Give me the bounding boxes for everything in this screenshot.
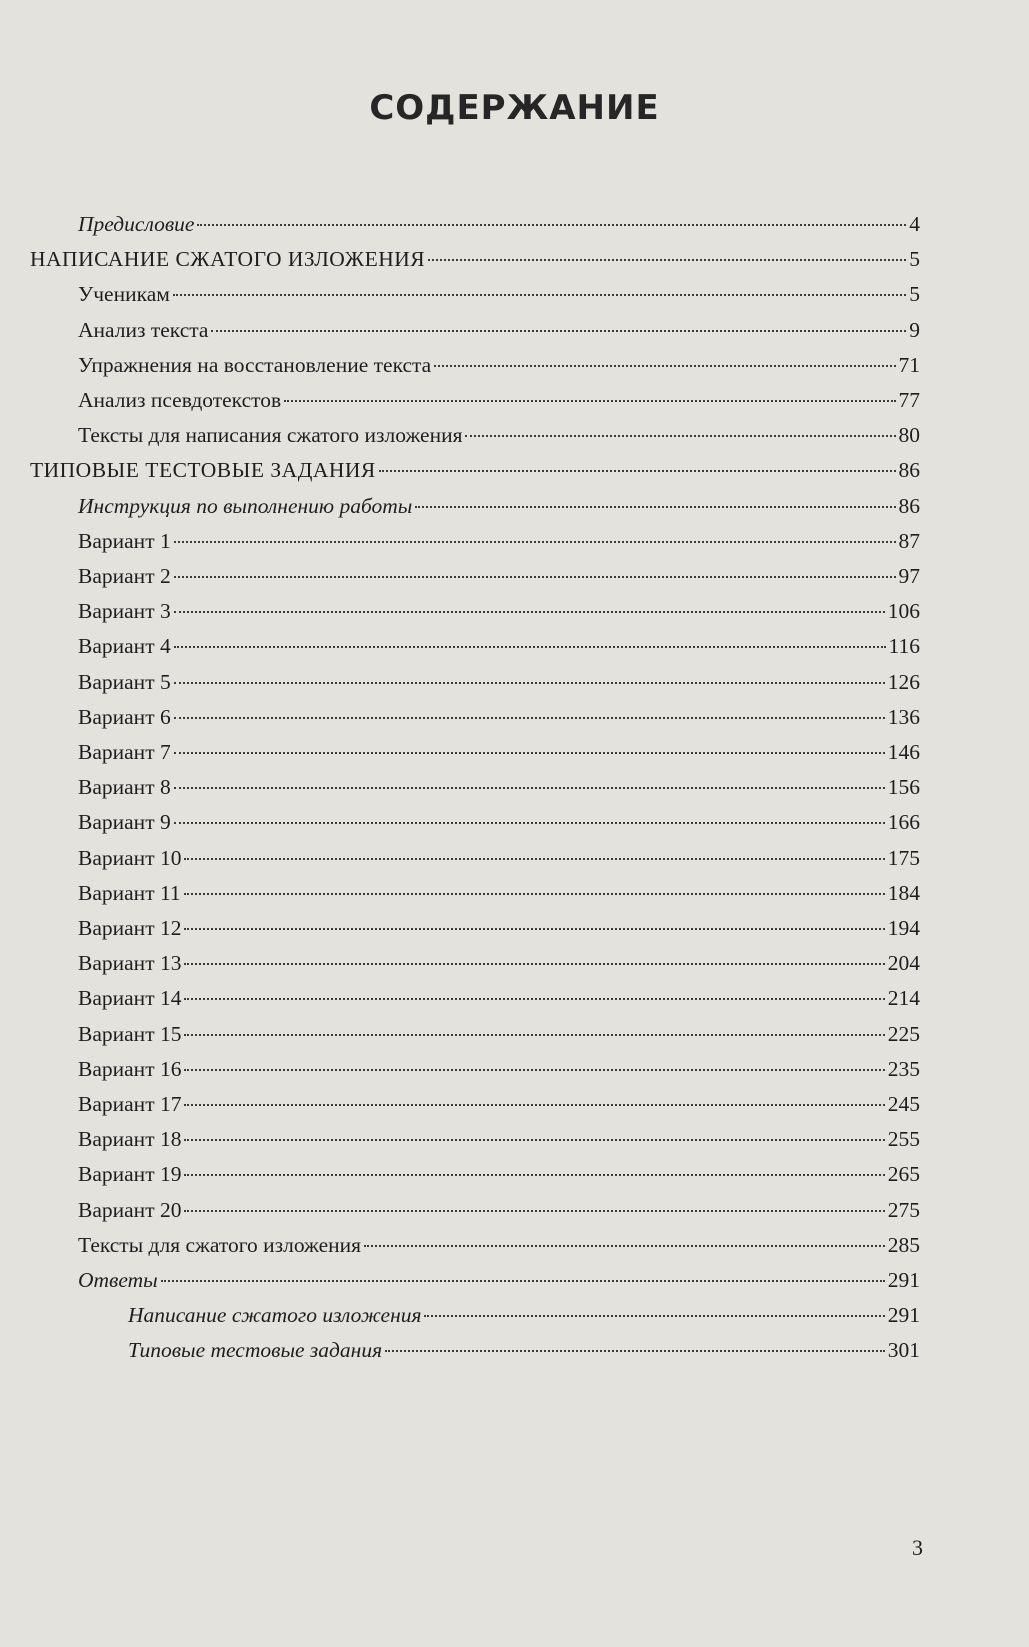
toc-entry-page: 175 <box>887 845 920 870</box>
dot-leader <box>184 892 885 895</box>
dot-leader <box>173 293 906 296</box>
toc-entry-label: Написание сжатого изложения <box>128 1303 422 1328</box>
toc-entry-page: 225 <box>887 1021 920 1046</box>
toc-entry <box>78 703 920 731</box>
dot-leader <box>184 857 884 860</box>
toc-entry-label: Упражнения на восстановление текста <box>78 352 432 377</box>
toc-entry-page: 5 <box>909 247 920 272</box>
toc-entry <box>78 1196 920 1224</box>
toc-section <box>30 245 920 273</box>
toc-entry-label: Вариант 8 <box>78 775 171 800</box>
dot-leader <box>364 1244 885 1247</box>
toc-entry-page: 184 <box>887 880 920 905</box>
dot-leader <box>184 927 884 930</box>
toc-entry <box>78 351 920 379</box>
toc-entry <box>78 1266 920 1294</box>
toc-entry-label: Типовые тестовые задания <box>128 1338 383 1363</box>
toc-entry-page: 77 <box>898 388 920 412</box>
toc-entry-page: 265 <box>887 1162 920 1187</box>
toc-entry-label: Вариант 9 <box>78 810 171 835</box>
dot-leader <box>174 681 885 684</box>
dot-leader <box>174 786 885 789</box>
toc-entry <box>78 949 920 977</box>
dot-leader <box>174 540 896 543</box>
toc-entry <box>78 984 920 1012</box>
dot-leader <box>385 1349 885 1352</box>
toc-entry-page: 86 <box>898 493 920 518</box>
toc-entry-page: 166 <box>887 810 920 835</box>
toc-entry-page: 116 <box>888 634 920 659</box>
dot-leader <box>174 751 885 754</box>
page-number: 3 <box>912 1535 923 1560</box>
toc-entry-label: Вариант 12 <box>78 916 182 940</box>
toc-entry <box>78 808 920 836</box>
dot-leader <box>174 821 885 824</box>
toc-entry-label: Вариант 14 <box>78 986 182 1011</box>
toc-entry-label: Вариант 10 <box>78 845 182 870</box>
toc-entry-page: 214 <box>887 986 920 1011</box>
dot-leader <box>184 1068 884 1071</box>
toc-entry-label: Инструкция по выполнению работы <box>78 493 413 518</box>
toc-entry-page: 4 <box>909 212 920 236</box>
toc-entry-page: 126 <box>887 669 920 694</box>
toc-entry-page: 86 <box>898 458 920 483</box>
toc-entry-label: Вариант 11 <box>78 880 181 905</box>
dot-leader <box>174 575 896 578</box>
toc-entry-page: 245 <box>887 1092 920 1116</box>
toc-entry <box>78 316 920 344</box>
toc-entry-label: Тексты для сжатого изложения <box>78 1232 362 1257</box>
dot-leader <box>184 997 884 1000</box>
toc-entry-page: 291 <box>887 1268 920 1292</box>
toc-entry-page: 87 <box>898 528 920 553</box>
dot-leader <box>465 434 895 437</box>
toc-entry-page: 71 <box>898 352 920 377</box>
dot-leader <box>428 258 906 261</box>
toc-entry-page: 146 <box>887 740 920 764</box>
toc-entry-page: 136 <box>887 704 920 729</box>
dot-leader <box>284 399 895 402</box>
toc-entry <box>78 1160 920 1188</box>
toc-entry <box>78 597 920 625</box>
toc-entry-page: 204 <box>887 951 920 976</box>
toc-entry-label: Предисловие <box>78 212 195 236</box>
toc-entry-page: 156 <box>887 775 920 800</box>
toc-entry-label: Вариант 13 <box>78 951 182 976</box>
dot-leader <box>184 1103 884 1106</box>
toc-entry <box>78 210 920 238</box>
dot-leader <box>424 1314 884 1317</box>
toc-entry-page: 80 <box>898 423 920 448</box>
toc-entry <box>78 562 920 590</box>
toc-entry-page: 106 <box>887 599 920 624</box>
dot-leader <box>184 1209 884 1212</box>
toc-entry-label: ТИПОВЫЕ ТЕСТОВЫЕ ЗАДАНИЯ <box>30 458 376 483</box>
dot-leader <box>184 1138 884 1141</box>
toc-entry-label: Вариант 18 <box>78 1127 182 1152</box>
toc-entry-page: 97 <box>898 564 920 588</box>
toc-entry-page: 235 <box>887 1056 920 1081</box>
dot-leader <box>174 610 885 613</box>
dot-leader <box>379 469 896 472</box>
toc-entry-page: 291 <box>887 1303 920 1328</box>
toc-entry-label: Вариант 16 <box>78 1056 182 1081</box>
toc-entry-label: Вариант 3 <box>78 599 171 624</box>
toc-entry-label: Вариант 7 <box>78 740 171 764</box>
toc-entry <box>78 879 920 907</box>
toc-entry-label: Вариант 15 <box>78 1021 182 1046</box>
toc-entry <box>78 1090 920 1118</box>
toc-entry-page: 255 <box>887 1127 920 1152</box>
toc-section <box>30 456 920 484</box>
page-title: СОДЕРЖАНИЕ <box>369 88 660 128</box>
toc-entry <box>78 386 920 414</box>
dot-leader <box>184 1033 884 1036</box>
toc-entry <box>78 1231 920 1259</box>
toc-entry <box>78 844 920 872</box>
dot-leader <box>184 1173 884 1176</box>
toc-entry-label: Вариант 17 <box>78 1092 182 1116</box>
toc-entry-label: Вариант 4 <box>78 634 171 659</box>
dot-leader <box>174 645 886 648</box>
toc-entry <box>78 421 920 449</box>
dot-leader <box>197 223 906 226</box>
toc-entry <box>78 914 920 942</box>
toc-entry <box>78 668 920 696</box>
toc-entry-page: 194 <box>887 916 920 940</box>
toc-entry-page: 9 <box>909 317 920 342</box>
toc-entry <box>78 280 920 308</box>
toc-entry-label: Тексты для написания сжатого изложения <box>78 423 463 448</box>
toc-entry-label: Вариант 2 <box>78 564 171 588</box>
toc-entry-page: 275 <box>887 1197 920 1222</box>
toc-entry-label: Вариант 20 <box>78 1197 182 1222</box>
toc-entry-label: Анализ текста <box>78 317 209 342</box>
toc-entry <box>78 1020 920 1048</box>
toc-entry-label: Ответы <box>78 1268 158 1292</box>
dot-leader <box>434 364 895 367</box>
toc-entry-label: Вариант 1 <box>78 528 171 553</box>
toc-entry <box>128 1301 920 1329</box>
toc-entry-page: 5 <box>909 282 920 307</box>
dot-leader <box>211 329 906 332</box>
toc-entry <box>78 1125 920 1153</box>
toc-entry-label: Вариант 5 <box>78 669 171 694</box>
toc-entry-label: Ученикам <box>78 282 170 307</box>
toc-entry <box>78 527 920 555</box>
toc-entry <box>78 738 920 766</box>
dot-leader <box>161 1279 885 1282</box>
toc-entry <box>78 773 920 801</box>
toc-entry-label: Вариант 19 <box>78 1162 182 1187</box>
toc-entry <box>78 1055 920 1083</box>
toc-entry <box>128 1336 920 1364</box>
dot-leader <box>174 716 885 719</box>
dot-leader <box>415 505 895 508</box>
toc-entry-page: 301 <box>887 1338 920 1363</box>
toc-entry <box>78 632 920 660</box>
toc-entry-page: 285 <box>887 1232 920 1257</box>
toc-entry-label: НАПИСАНИЕ СЖАТОГО ИЗЛОЖЕНИЯ <box>30 247 426 272</box>
toc-entry-label: Анализ псевдотекстов <box>78 388 282 412</box>
toc-entry-label: Вариант 6 <box>78 704 171 729</box>
dot-leader <box>184 962 884 965</box>
toc-entry <box>78 492 920 520</box>
